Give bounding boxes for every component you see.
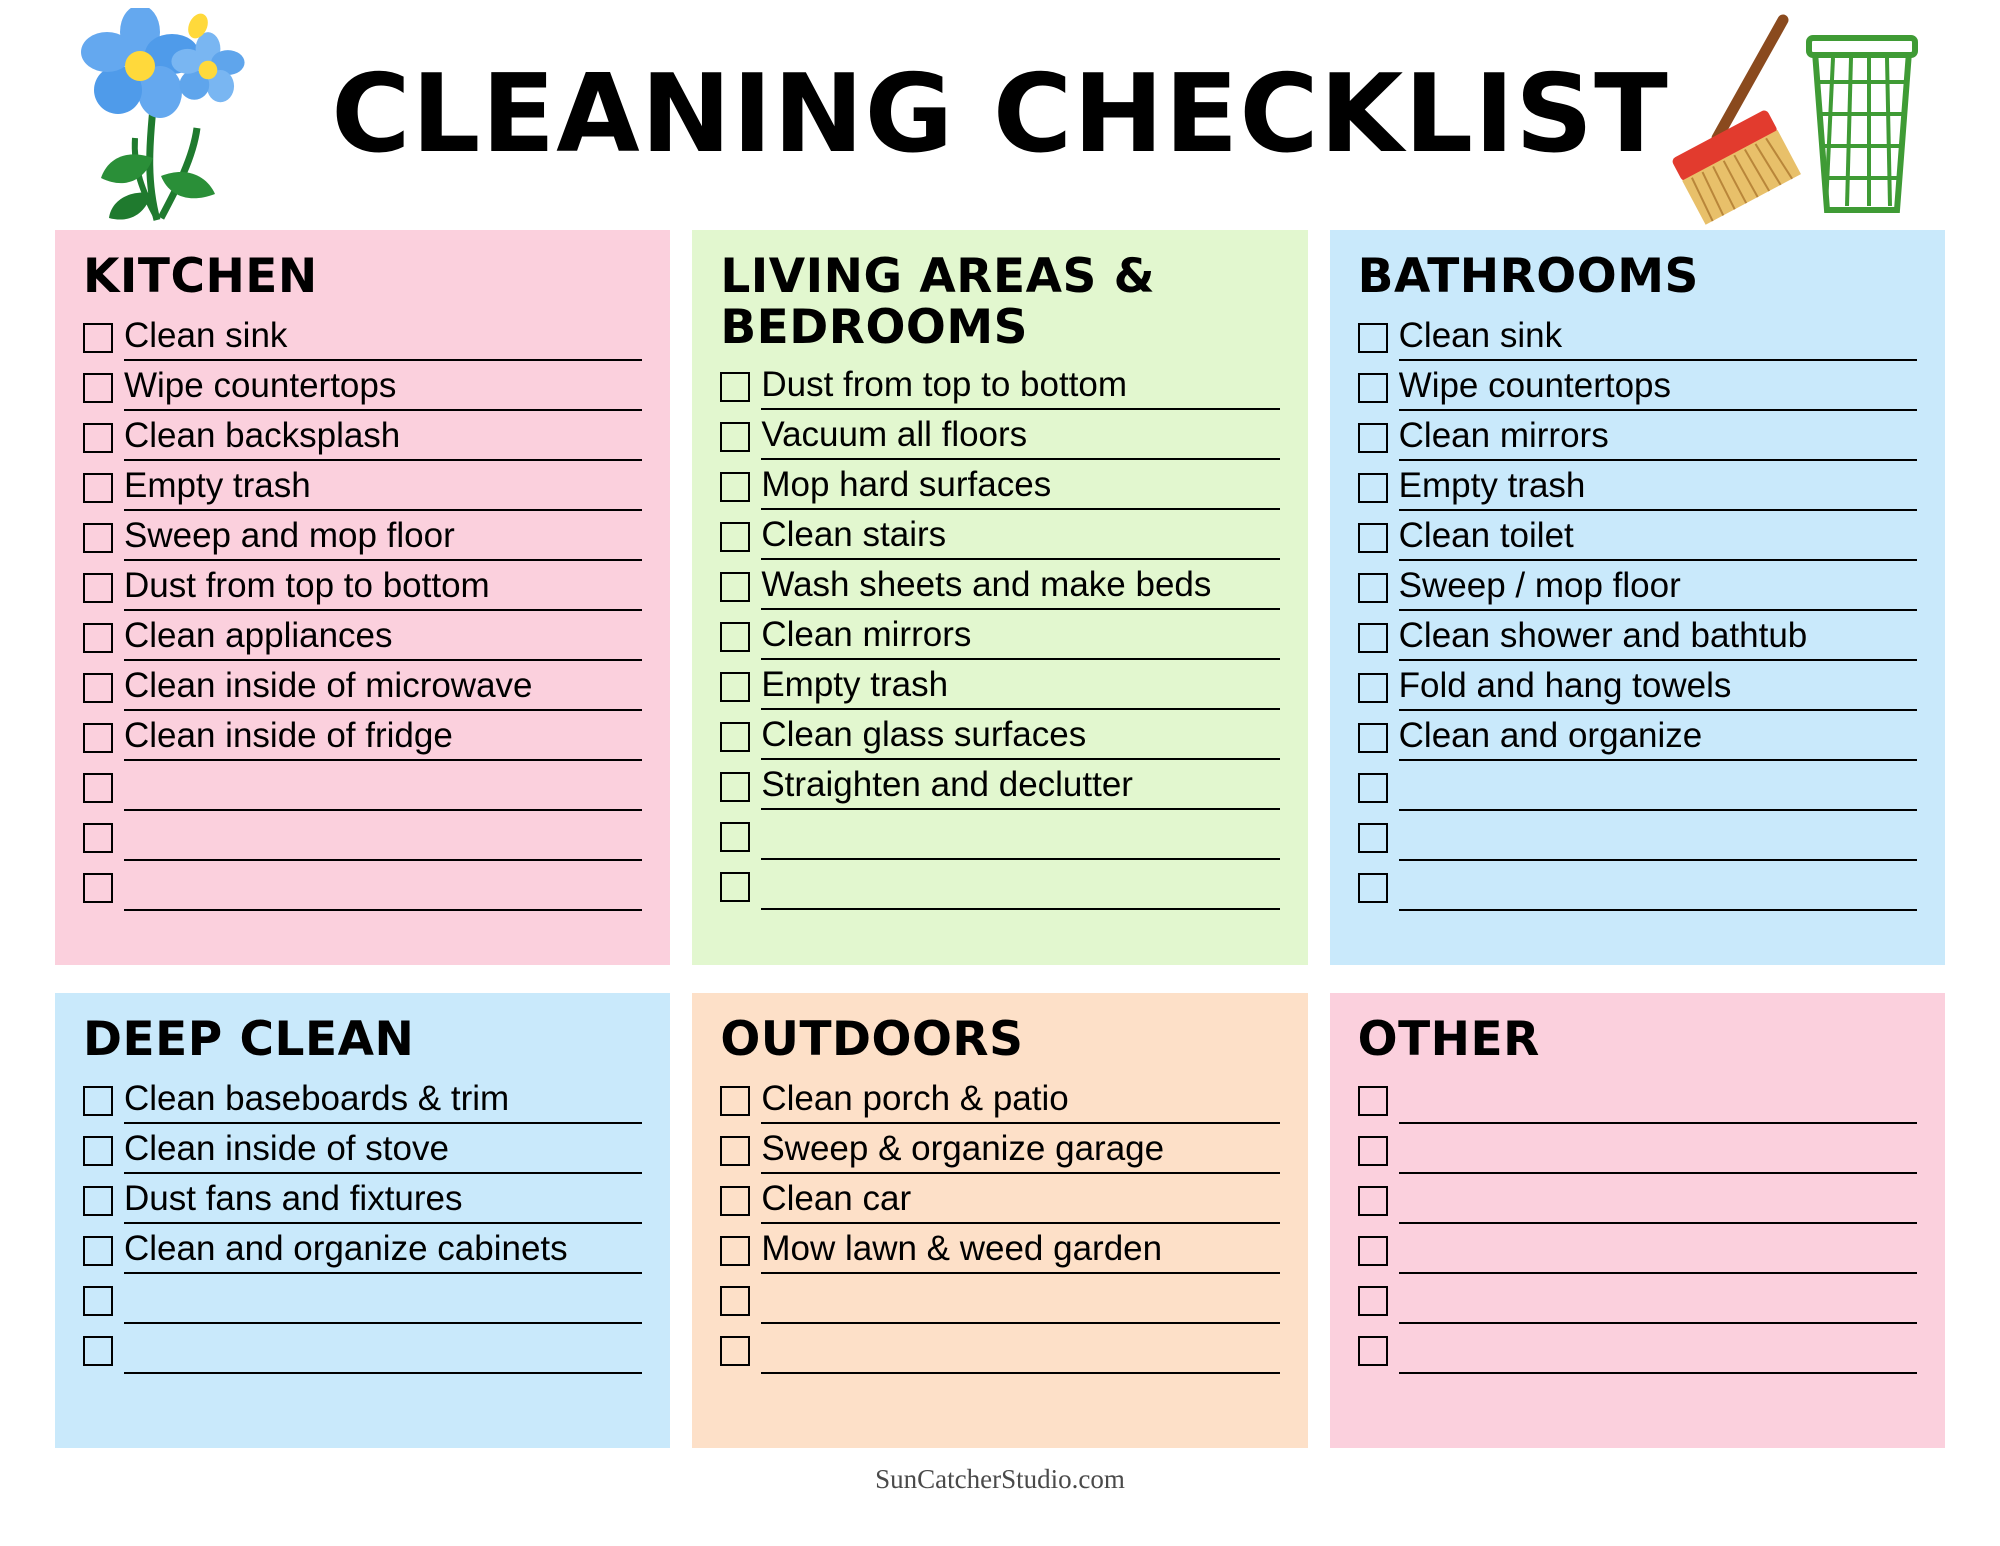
section-title: OUTDOORS — [720, 1012, 1024, 1067]
item-label — [1399, 1270, 1917, 1274]
item-label: Clean and organize — [1399, 715, 1917, 761]
checkbox-icon[interactable] — [1358, 473, 1388, 503]
list-item[interactable] — [720, 360, 1279, 410]
list-item-blank[interactable] — [83, 761, 642, 811]
section-card-bathrooms — [1330, 230, 1945, 965]
checkbox-icon[interactable] — [1358, 623, 1388, 653]
item-label: Straighten and declutter — [761, 764, 1279, 810]
checkbox-icon[interactable] — [83, 473, 113, 503]
checkbox-icon[interactable] — [720, 872, 750, 902]
item-label — [1399, 907, 1917, 911]
list-item-blank[interactable] — [1358, 1274, 1917, 1324]
list-item[interactable] — [1358, 711, 1917, 761]
checkbox-icon[interactable] — [83, 1186, 113, 1216]
section-title: OTHER — [1357, 1012, 1540, 1067]
list-item[interactable] — [83, 1074, 642, 1124]
checkbox-icon[interactable] — [1358, 1186, 1388, 1216]
item-label: Clean and organize cabinets — [124, 1228, 642, 1274]
section-card-outdoors — [692, 993, 1307, 1448]
list-item[interactable] — [83, 661, 642, 711]
checkbox-icon[interactable] — [720, 572, 750, 602]
checkbox-icon[interactable] — [1358, 1136, 1388, 1166]
checkbox-icon[interactable] — [83, 773, 113, 803]
item-label — [1399, 1220, 1917, 1224]
list-item-blank[interactable] — [83, 1324, 642, 1374]
list-item-blank[interactable] — [1358, 1074, 1917, 1124]
checkbox-icon[interactable] — [1358, 1336, 1388, 1366]
checkbox-icon[interactable] — [83, 1136, 113, 1166]
list-item[interactable] — [720, 410, 1279, 460]
checkbox-icon[interactable] — [1358, 673, 1388, 703]
broom-and-trash-bin-icon — [1665, 10, 1925, 225]
section-items — [1358, 1074, 1917, 1374]
item-label: Mow lawn & weed garden — [761, 1228, 1279, 1274]
item-label: Clean porch & patio — [761, 1078, 1279, 1124]
section-card-deep-clean — [55, 993, 670, 1448]
checkbox-icon[interactable] — [720, 472, 750, 502]
item-label: Sweep & organize garage — [761, 1128, 1279, 1174]
list-item-blank[interactable] — [1358, 1224, 1917, 1274]
list-item[interactable] — [83, 361, 642, 411]
item-label: Empty trash — [1399, 465, 1917, 511]
list-item[interactable] — [1358, 361, 1917, 411]
item-label: Clean glass surfaces — [761, 714, 1279, 760]
list-item[interactable] — [83, 1224, 642, 1274]
checkbox-icon[interactable] — [720, 622, 750, 652]
checkbox-icon[interactable] — [1358, 373, 1388, 403]
checkbox-icon[interactable] — [83, 1236, 113, 1266]
section-title: DEEP CLEAN — [83, 1012, 415, 1067]
page-title: CLEANING CHECKLIST — [331, 52, 1669, 177]
item-label: Clean appliances — [124, 615, 642, 661]
footer-credit: SunCatcherStudio.com — [875, 1464, 1125, 1494]
page-header — [55, 0, 1945, 230]
checkbox-icon[interactable] — [83, 1286, 113, 1316]
section-items — [720, 360, 1279, 910]
item-label: Clean inside of microwave — [124, 665, 642, 711]
list-item[interactable] — [83, 711, 642, 761]
item-label: Sweep / mop floor — [1399, 565, 1917, 611]
item-label: Clean mirrors — [1399, 415, 1917, 461]
list-item[interactable] — [83, 511, 642, 561]
item-label: Vacuum all floors — [761, 414, 1279, 460]
item-label — [1399, 1370, 1917, 1374]
list-item[interactable] — [1358, 411, 1917, 461]
checkbox-icon[interactable] — [720, 822, 750, 852]
list-item[interactable] — [1358, 311, 1917, 361]
item-label: Dust from top to bottom — [761, 364, 1279, 410]
item-label: Fold and hang towels — [1399, 665, 1917, 711]
section-items — [83, 1074, 642, 1374]
checkbox-icon[interactable] — [1358, 323, 1388, 353]
item-label: Clean sink — [1399, 315, 1917, 361]
item-label: Clean baseboards & trim — [124, 1078, 642, 1124]
list-item-blank[interactable] — [1358, 1124, 1917, 1174]
section-title: BATHROOMS — [1357, 249, 1699, 304]
item-label — [1399, 807, 1917, 811]
checkbox-icon[interactable] — [1358, 573, 1388, 603]
list-item-blank[interactable] — [83, 1274, 642, 1324]
checkbox-icon[interactable] — [720, 772, 750, 802]
section-title: KITCHEN — [83, 249, 318, 304]
item-label: Mop hard surfaces — [761, 464, 1279, 510]
checkbox-icon[interactable] — [1358, 723, 1388, 753]
list-item-blank[interactable] — [1358, 1324, 1917, 1374]
item-label: Wipe countertops — [124, 365, 642, 411]
list-item[interactable] — [720, 1224, 1279, 1274]
list-item-blank[interactable] — [1358, 861, 1917, 911]
checkbox-icon[interactable] — [83, 573, 113, 603]
list-item[interactable] — [720, 1174, 1279, 1224]
item-label — [1399, 1320, 1917, 1324]
item-label: Clean inside of stove — [124, 1128, 642, 1174]
checkbox-icon[interactable] — [1358, 523, 1388, 553]
list-item[interactable] — [83, 1124, 642, 1174]
item-label: Sweep and mop floor — [124, 515, 642, 561]
item-label — [124, 807, 642, 811]
checkbox-icon[interactable] — [83, 623, 113, 653]
checkbox-icon[interactable] — [720, 422, 750, 452]
list-item[interactable] — [720, 460, 1279, 510]
checkbox-icon[interactable] — [720, 522, 750, 552]
section-card-kitchen — [55, 230, 670, 965]
checkbox-icon[interactable] — [83, 423, 113, 453]
checkbox-icon[interactable] — [1358, 1236, 1388, 1266]
item-label — [124, 1370, 642, 1374]
checkbox-icon[interactable] — [720, 372, 750, 402]
list-item[interactable] — [720, 760, 1279, 810]
checkbox-icon[interactable] — [83, 523, 113, 553]
checkbox-icon[interactable] — [1358, 423, 1388, 453]
list-item-blank[interactable] — [83, 861, 642, 911]
list-item-blank[interactable] — [720, 1324, 1279, 1374]
item-label: Clean toilet — [1399, 515, 1917, 561]
list-item[interactable] — [1358, 461, 1917, 511]
checkbox-icon[interactable] — [1358, 1286, 1388, 1316]
checkbox-icon[interactable] — [720, 1286, 750, 1316]
list-item[interactable] — [83, 311, 642, 361]
checkbox-icon[interactable] — [83, 373, 113, 403]
item-label: Wash sheets and make beds — [761, 564, 1279, 610]
list-item-blank[interactable] — [720, 810, 1279, 860]
item-label — [761, 856, 1279, 860]
checkbox-icon[interactable] — [83, 1086, 113, 1116]
checklist-grid-row-1 — [55, 230, 1945, 965]
list-item[interactable] — [83, 611, 642, 661]
section-card-living-areas-bedrooms — [692, 230, 1307, 965]
item-label — [1399, 1170, 1917, 1174]
checkbox-icon[interactable] — [83, 823, 113, 853]
item-label — [1399, 857, 1917, 861]
item-label — [761, 1370, 1279, 1374]
checkbox-icon[interactable] — [83, 1336, 113, 1366]
checkbox-icon[interactable] — [83, 323, 113, 353]
checkbox-icon[interactable] — [720, 1086, 750, 1116]
list-item-blank[interactable] — [1358, 811, 1917, 861]
item-label — [124, 1320, 642, 1324]
list-item[interactable] — [1358, 511, 1917, 561]
section-card-other — [1330, 993, 1945, 1448]
item-label: Clean inside of fridge — [124, 715, 642, 761]
list-item[interactable] — [1358, 661, 1917, 711]
section-title: LIVING AREAS & BEDROOMS — [720, 249, 1156, 355]
list-item[interactable] — [720, 610, 1279, 660]
list-item-blank[interactable] — [1358, 1174, 1917, 1224]
item-label — [124, 907, 642, 911]
checkbox-icon[interactable] — [1358, 1086, 1388, 1116]
item-label — [1399, 1120, 1917, 1124]
list-item[interactable] — [720, 660, 1279, 710]
checkbox-icon[interactable] — [720, 1336, 750, 1366]
item-label — [761, 906, 1279, 910]
list-item[interactable] — [83, 561, 642, 611]
item-label: Wipe countertops — [1399, 365, 1917, 411]
list-item-blank[interactable] — [720, 860, 1279, 910]
checkbox-icon[interactable] — [720, 1236, 750, 1266]
item-label: Dust from top to bottom — [124, 565, 642, 611]
checkbox-icon[interactable] — [83, 723, 113, 753]
section-items — [83, 311, 642, 911]
list-item[interactable] — [720, 560, 1279, 610]
checklist-grid-row-2 — [55, 993, 1945, 1448]
list-item-blank[interactable] — [720, 1274, 1279, 1324]
list-item[interactable] — [1358, 561, 1917, 611]
checkbox-icon[interactable] — [83, 873, 113, 903]
item-label: Clean mirrors — [761, 614, 1279, 660]
section-items — [720, 1074, 1279, 1374]
checkbox-icon[interactable] — [83, 673, 113, 703]
item-label — [124, 857, 642, 861]
item-label — [761, 1320, 1279, 1324]
item-label: Clean stairs — [761, 514, 1279, 560]
list-item[interactable] — [1358, 611, 1917, 661]
checkbox-icon[interactable] — [720, 672, 750, 702]
item-label: Clean backsplash — [124, 415, 642, 461]
item-label: Clean car — [761, 1178, 1279, 1224]
section-items — [1358, 311, 1917, 911]
list-item[interactable] — [720, 1074, 1279, 1124]
checkbox-icon[interactable] — [720, 722, 750, 752]
item-label: Empty trash — [761, 664, 1279, 710]
item-label: Empty trash — [124, 465, 642, 511]
list-item-blank[interactable] — [1358, 761, 1917, 811]
list-item-blank[interactable] — [83, 811, 642, 861]
list-item[interactable] — [83, 411, 642, 461]
checkbox-icon[interactable] — [720, 1136, 750, 1166]
item-label: Clean sink — [124, 315, 642, 361]
checkbox-icon[interactable] — [1358, 773, 1388, 803]
item-label: Clean shower and bathtub — [1399, 615, 1917, 661]
checkbox-icon[interactable] — [1358, 823, 1388, 853]
list-item[interactable] — [720, 710, 1279, 760]
list-item[interactable] — [83, 1174, 642, 1224]
list-item[interactable] — [720, 1124, 1279, 1174]
list-item[interactable] — [720, 510, 1279, 560]
list-item[interactable] — [83, 461, 642, 511]
flowers-icon — [65, 8, 255, 228]
item-label: Dust fans and fixtures — [124, 1178, 642, 1224]
checkbox-icon[interactable] — [720, 1186, 750, 1216]
checkbox-icon[interactable] — [1358, 873, 1388, 903]
